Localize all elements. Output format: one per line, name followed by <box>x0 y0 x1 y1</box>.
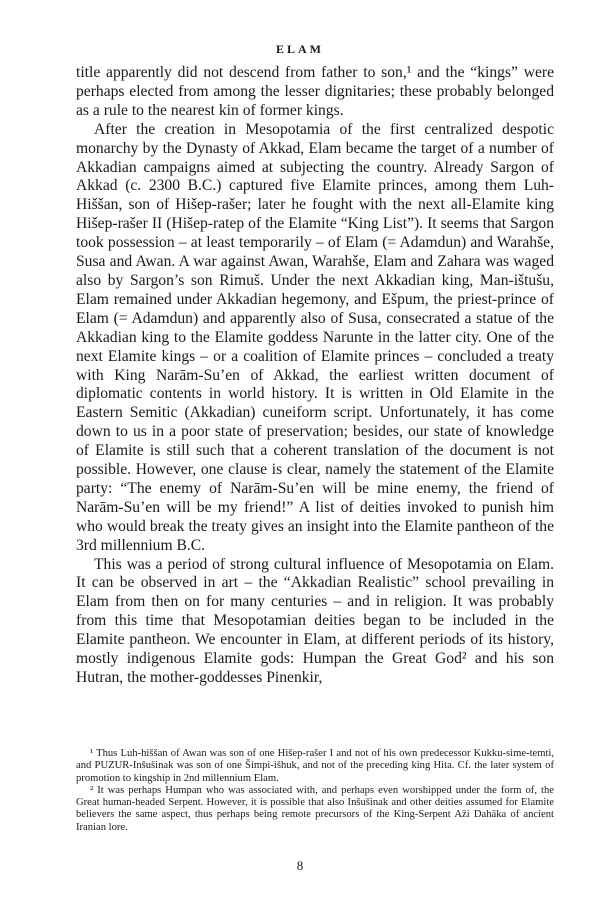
running-head: ELAM <box>276 42 324 56</box>
footnote-2: ² It was perhaps Humpan who was associated with, and perhaps even worshipped under the form of, the Great human-headed Serpent. However, it is possible that also Inšušinak and other deities assumed for Elamite believers the same aspect, thus perhaps being remote precursors of the King-Serpent Aži Dahāka of ancient Iranian lore. <box>76 784 554 833</box>
paragraph-3: This was a period of strong cultural influence of Mesopotamia on Elam. It can be observed in art – the “Akkadian Realistic” school prevailing in Elam from then on for many centuries – and in religion. It was probably from this time that Mesopotamian deities began to be included in the Elamite pantheon. We encounter in Elam, at different periods of its history, mostly indigenous Elamite gods: Humpan the Great God² and his son Hutran, the mother-goddesses Pinenkir, <box>76 555 554 686</box>
body-text <box>76 64 554 688</box>
paragraph-1: title apparently did not descend from father to son,¹ and the “kings” were perhaps elected from among the lesser dignitaries; these probably belonged as a rule to the nearest kin of former kings. <box>76 64 554 119</box>
page-number: 8 <box>296 858 304 873</box>
footnote-1: ¹ Thus Luh-hiššan of Awan was son of one Hišep-rašer I and not of his own predecessor Kukku-sime-temti, and PUZUR-Inšušinak was son of one Šimpi-išhuk, and not of the preceding king Hita. Cf. the later system of promotion to kingship in 2nd millennium Elam. <box>76 748 554 784</box>
footnotes <box>76 748 554 834</box>
paragraph-2: After the creation in Mesopotamia of the first centralized despotic monarchy by the Dynasty of Akkad, Elam became the target of a number of Akkadian campaigns aimed at subjecting the country. Already Sargon of Akkad (c. 2300 B.C.) captured five Elamite princes, among them Luh-Hiššan, son of Hišep-rašer; later he fought with the next all-Elamite king Hišep-rašer II (Hišep-ratep of the Elamite “King List”). It seems that Sargon took possession – at least temporarily – of Elam (= Adamdun) and Warahše, Susa and Awan. A war against Awan, Warahše, Elam and Zahara was waged also by Sargon’s son Rimuš. Under the next Akkadian king, Man-ištušu, Elam remained under Akkadian hegemony, and Ešpum, the priest-prince of Elam (= Adamdun) and apparently also of Susa, consecrated a statue of the Akkadian king to the Elamite goddess Narunte in the latter city. One of the next Elamite kings – or a coalition of Elamite princes – concluded a treaty with King Narām-Su’en of Akkad, the earliest written document of diplomatic contents in world history. It is written in Old Elamite in the Eastern Semitic (Akkadian) cuneiform script. Unfortunately, it has come down to us in a poor state of preservation; besides, our state of knowledge of Elamite is still such that a coherent translation of the document is not possible. However, one clause is clear, namely the statement of the Elamite party: “The enemy of Narām-Su’en will be mine enemy, the friend of Narām-Su’en will be my friend!” A list of deities invoked to punish him who would break the treaty gives an insight into the Elamite pantheon of the 3rd millennium B.C. <box>76 120 554 554</box>
